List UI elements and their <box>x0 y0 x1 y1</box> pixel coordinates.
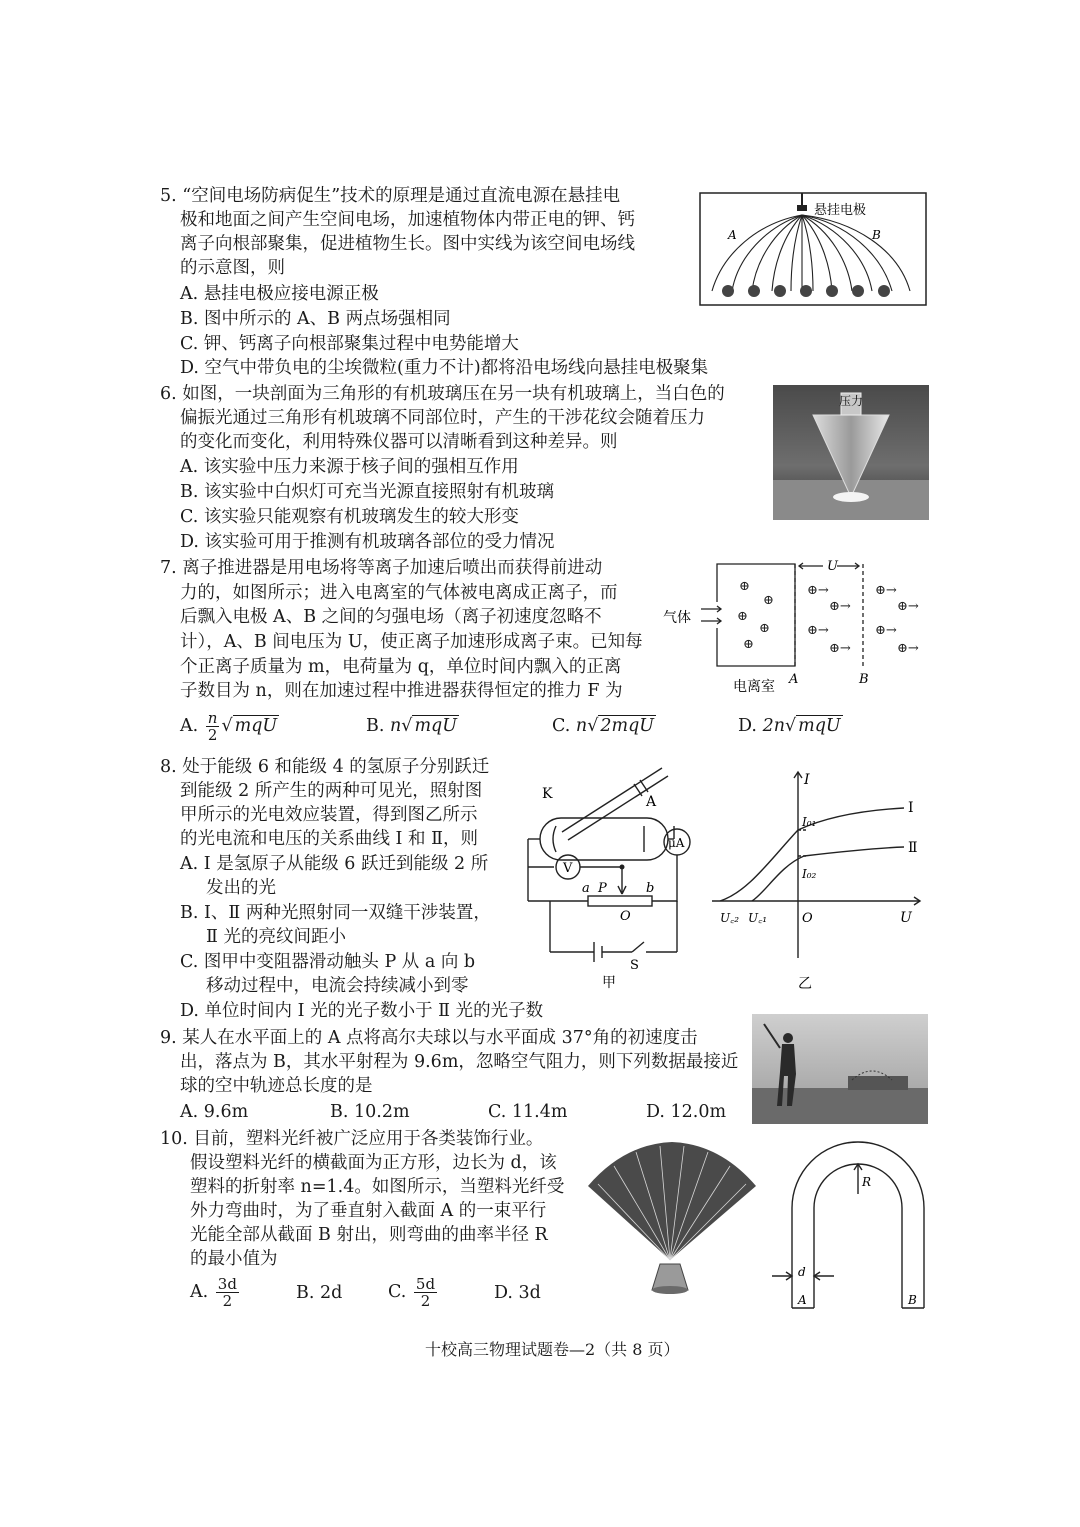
q5-option-c: C. 钾、钙离子向根部聚集过程中电势能增大 <box>180 334 519 354</box>
q7-line-3: 后飘入电极 A、B 之间的匀强电场（离子初速度忽略不 <box>180 607 602 627</box>
q8-option-c: C. 图甲中变阻器滑动触头 P 从 a 向 b <box>180 952 476 972</box>
q10-line-5: 光能全部从截面 B 射出，则弯曲的曲率半径 R <box>190 1225 548 1245</box>
q6-photoelastic-photo <box>773 385 929 520</box>
svg-text:⊕: ⊕ <box>759 621 770 636</box>
q7-u-label: U <box>827 559 838 574</box>
q7-electrode-b: B <box>859 672 869 687</box>
q10-option-a: A. $\frac{3d}{2}$ <box>190 1275 237 1310</box>
q8-jia-a-end: a <box>582 881 590 896</box>
q7-option-a: A. $\frac{n}{2}$ √ mqU <box>180 709 278 744</box>
q6-option-b: B. 该实验中白炽灯可充当光源直接照射有机玻璃 <box>180 482 554 502</box>
q9-line-2: 出，落点为 B，其水平射程为 9.6m，忽略空气阻力，则下列数据最接近 <box>180 1052 739 1072</box>
q8-yi-i01: I₀₁ <box>802 815 817 829</box>
q5-line-3: 离子向根部聚集，促进植物生长。图中实线为该空间电场线 <box>180 234 635 254</box>
q10-line-2: 假设塑料光纤的横截面为正方形，边长为 d，该 <box>190 1153 557 1173</box>
q9-option-d: D. 12.0m <box>646 1102 727 1122</box>
q10-width-label: d <box>798 1265 806 1279</box>
q8-yi-caption: 乙 <box>798 976 812 992</box>
q10-option-c: C. $\frac{5d}{2}$ <box>388 1275 436 1310</box>
q8-circuit-jia <box>522 762 702 992</box>
q6-option-c: C. 该实验只能观察有机玻璃发生的较大形变 <box>180 507 519 527</box>
q8-yi-curve2: Ⅱ <box>908 840 918 856</box>
q8-jia-p: P <box>598 881 607 896</box>
q8-yi-uc1: U꜀₁ <box>748 911 768 925</box>
q7-ion-thruster-figure <box>663 556 933 696</box>
q8-jia-caption: 甲 <box>602 975 616 991</box>
q6-pressure-label: 压力 <box>839 394 864 408</box>
q8-yi-curve1: Ⅰ <box>908 800 914 816</box>
svg-text:⊕→: ⊕→ <box>875 623 897 638</box>
q10-line-1: 10. 目前，塑料光纤被广泛应用于各类装饰行业。 <box>160 1129 544 1149</box>
q8-option-d: D. 单位时间内 Ⅰ 光的光子数小于 Ⅱ 光的光子数 <box>180 1001 544 1021</box>
q10-fiber-lamp-photo <box>584 1140 760 1300</box>
svg-text:⊕→: ⊕→ <box>829 641 851 656</box>
q8-jia-s: S <box>630 958 639 973</box>
q7-line-2: 力的，如图所示；进入电离室的气体被电离成正离子，而 <box>180 583 618 603</box>
q8-jia-o: O <box>620 909 631 924</box>
q6-line-1: 6. 如图，一块剖面为三角形的有机玻璃压在另一块有机玻璃上，当白色的 <box>160 384 725 404</box>
q8-yi-uc2: U꜀₂ <box>720 911 740 925</box>
q8-graph-yi <box>708 768 933 993</box>
q9-golfer-photo <box>752 1014 928 1124</box>
q8-line-2: 到能级 2 所产生的两种可见光，照射图 <box>180 781 483 801</box>
q8-jia-microammeter: μA <box>668 836 685 850</box>
q8-option-b-cont: Ⅱ 光的亮纹间距小 <box>206 927 346 947</box>
q8-option-b: B. Ⅰ、Ⅱ 两种光照射同一双缝干涉装置， <box>180 903 491 923</box>
q5-line-4: 的示意图，则 <box>180 258 285 278</box>
svg-text:⊕→: ⊕→ <box>807 583 829 598</box>
q8-yi-i-axis: I <box>804 772 810 788</box>
q9-line-3: 球的空中轨迹总长度的是 <box>180 1076 373 1096</box>
q5-line-2: 极和地面之间产生空间电场，加速植物体内带正电的钾、钙 <box>180 210 635 230</box>
svg-text:⊕→: ⊕→ <box>807 623 829 638</box>
q5-electric-field-figure <box>698 183 930 308</box>
q10-bent-fiber-figure <box>772 1132 932 1312</box>
svg-text:⊕: ⊕ <box>737 609 748 624</box>
q7-line-6: 子数目为 n，则在加速过程中推进器获得恒定的推力 F 为 <box>180 681 623 701</box>
q8-jia-k: K <box>542 786 553 802</box>
q5-line-1: 5. “空间电场防病促生”技术的原理是通过直流电源在悬挂电 <box>160 186 621 206</box>
q8-line-3: 甲所示的光电效应装置，得到图乙所示 <box>180 805 478 825</box>
q9-option-a: A. 9.6m <box>180 1102 249 1122</box>
q7-chamber-label: 电离室 <box>733 679 775 695</box>
q6-line-3: 的变化而变化，利用特殊仪器可以清晰看到这种差异。则 <box>180 432 618 452</box>
q7-line-1: 7. 离子推进器是用电场将等离子加速后喷出而获得前进动 <box>160 558 603 578</box>
q7-option-d: D. 2n√ mqU <box>738 716 841 736</box>
q10-option-b: B. 2d <box>296 1283 343 1303</box>
q6-line-2: 偏振光通过三角形有机玻璃不同部位时，产生的干涉花纹会随着压力 <box>180 408 705 428</box>
q8-line-4: 的光电流和电压的关系曲线 Ⅰ 和 Ⅱ，则 <box>180 829 478 849</box>
q6-option-a: A. 该实验中压力来源于核子间的强相互作用 <box>180 457 519 477</box>
svg-text:⊕: ⊕ <box>763 593 774 608</box>
q10-line-3: 塑料的折射率 n=1.4。如图所示，当塑料光纤受 <box>190 1177 565 1197</box>
q7-gas-label: 气体 <box>663 610 691 626</box>
q5-option-b: B. 图中所示的 A、B 两点场强相同 <box>180 309 451 329</box>
q8-jia-a: A <box>646 794 657 810</box>
q5-option-d: D. 空气中带负电的尘埃微粒(重力不计)都将沿电场线向悬挂电极聚集 <box>180 358 709 378</box>
q8-option-a-cont: 发出的光 <box>206 878 276 898</box>
q8-line-1: 8. 处于能级 6 和能级 4 的氢原子分别跃迁 <box>160 757 490 777</box>
q9-option-b: B. 10.2m <box>330 1102 410 1122</box>
q7-line-4: 计），A、B 间电压为 U，使正离子加速形成离子束。已知每 <box>180 632 643 652</box>
q8-jia-voltmeter: V <box>563 861 573 876</box>
q7-line-5: 个正离子质量为 m，电荷量为 q，单位时间内飘入的正离 <box>180 657 622 677</box>
q7-option-c: C. n√ 2mqU <box>552 716 655 736</box>
q8-yi-i02: I₀₂ <box>802 867 817 881</box>
q7-electrode-a: A <box>789 672 799 687</box>
q5-point-a: A <box>728 228 737 242</box>
q9-option-c: C. 11.4m <box>488 1102 568 1122</box>
q8-option-a: A. Ⅰ 是氢原子从能级 6 跃迁到能级 2 所 <box>180 854 489 874</box>
svg-text:⊕: ⊕ <box>739 579 750 594</box>
q8-option-c-cont: 移动过程中，电流会持续减小到零 <box>206 976 469 996</box>
svg-text:⊕→: ⊕→ <box>875 583 897 598</box>
q10-option-d: D. 3d <box>494 1283 541 1303</box>
q5-plants <box>722 285 890 297</box>
q5-option-a: A. 悬挂电极应接电源正极 <box>180 284 379 304</box>
q7-option-b: B. n√ mqU <box>366 716 457 736</box>
page-footer: 十校高三物理试题卷—2（共 8 页） <box>425 1340 680 1359</box>
svg-text:⊕→: ⊕→ <box>897 599 919 614</box>
q5-point-b: B <box>872 228 881 242</box>
q8-yi-origin: O <box>802 911 813 926</box>
svg-text:⊕→: ⊕→ <box>897 641 919 656</box>
q10-end-a-label: A <box>798 1293 807 1307</box>
q10-end-b-label: B <box>908 1293 917 1307</box>
q10-radius-label: R <box>862 1175 872 1189</box>
svg-text:⊕: ⊕ <box>743 637 754 652</box>
q9-line-1: 9. 某人在水平面上的 A 点将高尔夫球以与水平面成 37°角的初速度击 <box>160 1028 698 1048</box>
q10-line-6: 的最小值为 <box>190 1249 278 1269</box>
q8-jia-b-end: b <box>646 881 655 896</box>
svg-text:⊕→: ⊕→ <box>829 599 851 614</box>
q8-yi-u-axis: U <box>900 910 912 926</box>
q5-electrode-label: 悬挂电极 <box>814 203 867 218</box>
q6-option-d: D. 该实验可用于推测有机玻璃各部位的受力情况 <box>180 532 555 552</box>
q10-line-4: 外力弯曲时，为了垂直射入截面 A 的一束平行 <box>190 1201 547 1221</box>
